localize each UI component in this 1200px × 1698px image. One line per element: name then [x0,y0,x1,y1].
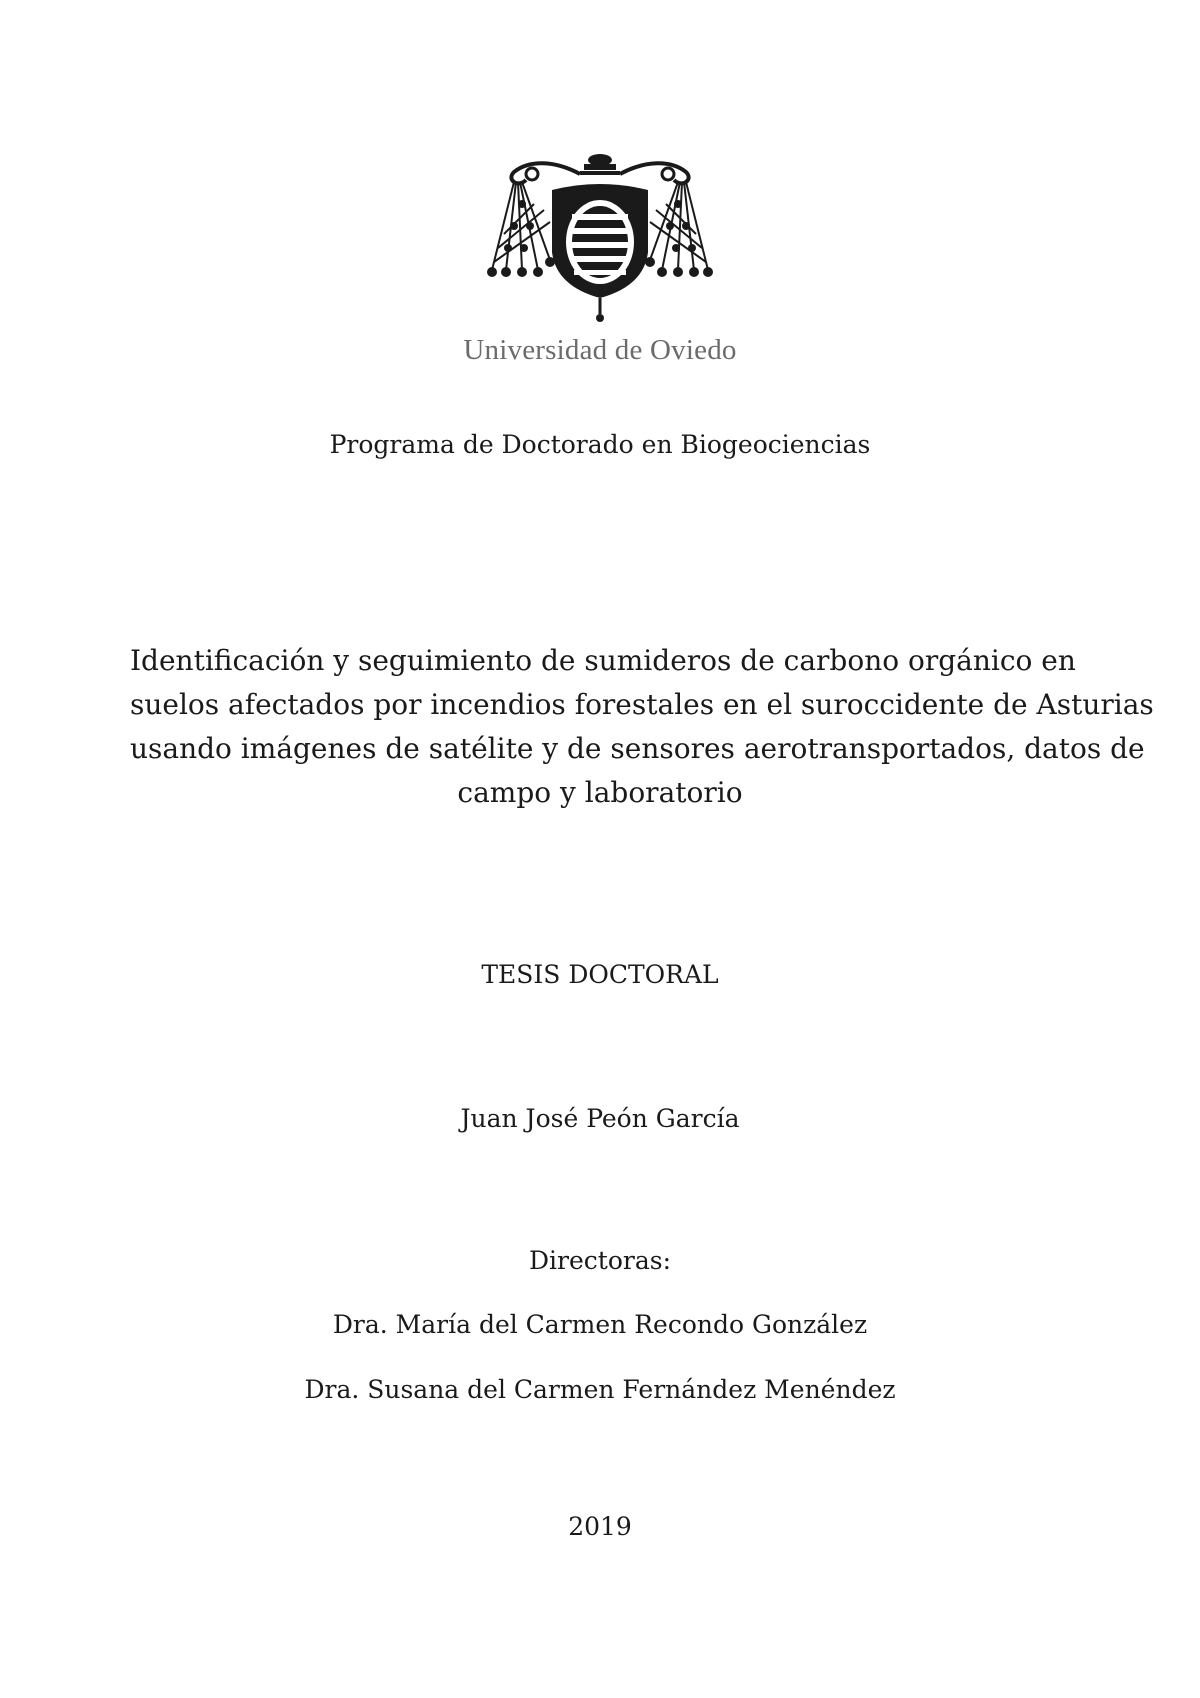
thesis-title [130,639,1154,815]
thesis-type: TESIS DOCTORAL [481,960,719,989]
thesis-title-line-4: campo y laboratorio [457,776,743,809]
author-name: Juan José Peón García [460,1104,740,1133]
directors-label: Directoras: [529,1246,671,1275]
thesis-title-line-1: Identificación y seguimiento de sumideros de carbono orgánico en [130,644,1076,677]
thesis-title-line-2: suelos afectados por incendios forestales en el suroccidente de Asturias [130,688,1154,721]
thesis-title-line-3: usando imágenes de satélite y de sensores aerotransportados, datos de [130,732,1145,765]
university-name: Universidad de Oviedo [463,334,737,366]
director-1: Dra. María del Carmen Recondo González [332,1310,868,1339]
university-coat-of-arms-icon [484,152,716,330]
publication-year: 2019 [568,1512,632,1541]
doctoral-program: Programa de Doctorado en Biogeociencias [329,430,871,459]
director-2: Dra. Susana del Carmen Fernández Menéndez [304,1375,896,1404]
